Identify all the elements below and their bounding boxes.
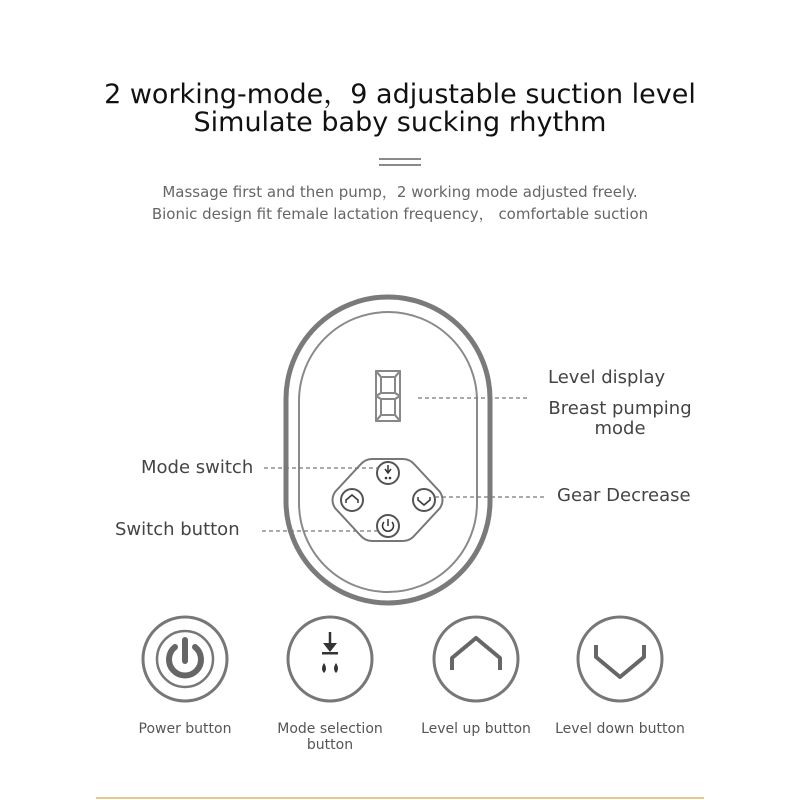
headline-line-2: Simulate baby sucking rhythm [193, 107, 607, 138]
switch-button-label: Switch button [115, 519, 240, 540]
level-down-small-button[interactable] [413, 489, 435, 511]
arrow-down-icon [578, 617, 662, 701]
mode-drops-icon [288, 617, 372, 701]
bottom-accent-line [96, 797, 704, 799]
breast-pumping-mode-label [546, 399, 694, 439]
breast-pumping-mode-line-2: mode [594, 418, 646, 439]
level-up-small-button[interactable] [341, 489, 363, 511]
mode-selection-caption-line-2: button [306, 737, 354, 753]
subtitle-line-2: Bionic design fit female lactation frequency， comfortable suction [151, 205, 649, 223]
mode-selection-caption-line-1: Mode selection [277, 721, 383, 737]
mode-small-button[interactable] [377, 462, 399, 484]
mode-switch-label: Mode switch [141, 457, 254, 478]
level-up-button-caption: Level up button [421, 721, 531, 737]
house-up-icon [434, 617, 518, 701]
power-button-caption: Power button [138, 721, 232, 737]
breast-pumping-mode-line-1: Breast pumping [548, 398, 692, 419]
power-small-button[interactable] [377, 515, 399, 537]
headline-line-1: 2 working-mode，9 adjustable suction level [104, 79, 696, 110]
power-icon [143, 617, 227, 701]
level-down-button-caption: Level down button [555, 721, 685, 737]
gear-decrease-label: Gear Decrease [557, 485, 691, 506]
device-inner-panel [299, 312, 477, 592]
subtitle-line-1: Massage first and then pump，2 working mode adjusted freely. [162, 183, 638, 201]
level-display-value [376, 371, 400, 421]
level-display-label: Level display [548, 367, 666, 388]
mode-selection-button-caption [255, 721, 405, 753]
